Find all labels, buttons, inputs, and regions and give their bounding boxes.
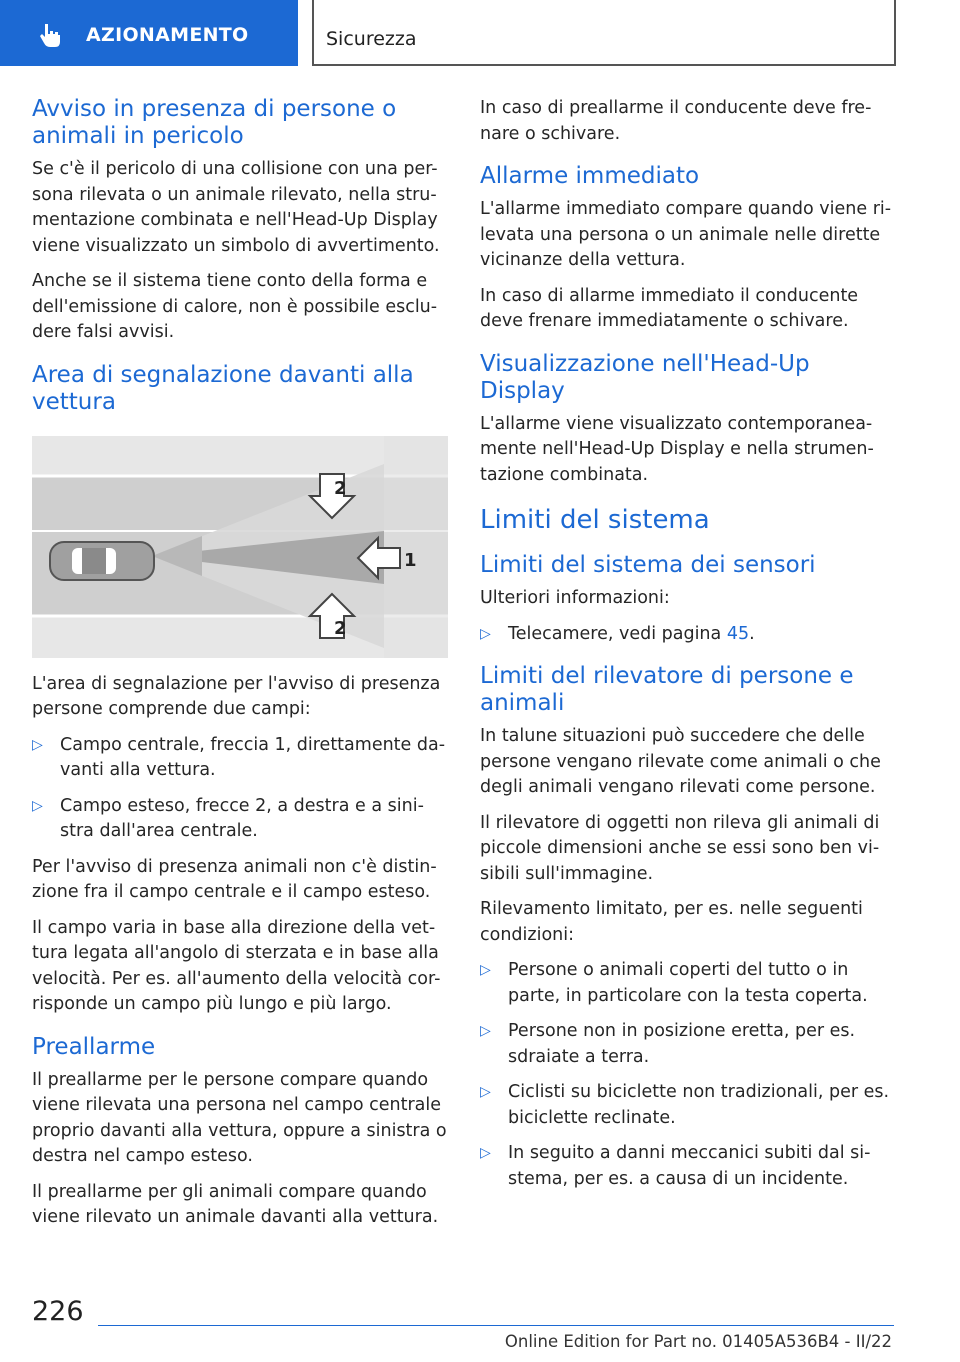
page-link[interactable]: 45: [726, 623, 750, 644]
footer-divider: [98, 1325, 894, 1326]
left-column: [32, 96, 448, 1241]
heading-avviso: Avviso in presenza di persone o animali in pericolo: [32, 96, 397, 149]
paragraph: Anche se il sistema tiene conto della forma e dell'emissione di calore, non è possibile esclu-dere falsi avvisi.: [32, 271, 438, 342]
paragraph: L'area di segnalazione per l'avviso di presenza persone comprende due campi:: [32, 673, 441, 719]
left-list: [32, 733, 448, 845]
list-item: ▷ Persone o animali coperti del tutto o in parte, in particolare con la testa coperta.: [480, 960, 868, 1006]
paragraph: L'allarme immediato compare quando viene ri-levata una persona o un animale nelle dirette vicinanze della vettura.: [480, 199, 892, 270]
section-title: Sicurezza: [326, 28, 417, 50]
bullet-icon: ▷: [480, 1084, 491, 1100]
bullet-icon: ▷: [480, 625, 491, 642]
heading-limiti: Limiti del sistema: [480, 505, 710, 535]
paragraph: Il campo varia in base alla direzione della vet-tura legata all'angolo di sterzata e in base alla velocità. Per es. all'aumento della velocità cor-risponde un campo più lungo e più largo.: [32, 917, 441, 1014]
right-list-2: [480, 958, 898, 1192]
paragraph: Il preallarme per le persone compare quando viene rilevata una persona nel campo centrale proprio davanti alla vettura, oppure a sinistra o destra nel campo esteso.: [32, 1069, 447, 1166]
hand-icon: [36, 20, 66, 50]
list-item: ▷ Persone non in posizione eretta, per es. sdraiate a terra.: [480, 1021, 856, 1067]
right-list-1: [480, 622, 898, 648]
edition-text: Online Edition for Part no. 01405A536B4 - II/22: [504, 1332, 892, 1351]
paragraph: In caso di allarme immediato il conducente deve frenare immediatamente o schivare.: [480, 285, 859, 331]
label-side-top: 2: [334, 477, 347, 499]
heading-area: Area di segnalazione davanti alla vettura: [32, 361, 414, 415]
paragraph: Rilevamento limitato, per es. nelle seguenti condizioni:: [480, 899, 863, 945]
paragraph: Per l'avviso di presenza animali non c'è distin-zione fra il campo centrale e il campo esteso.: [32, 856, 437, 902]
list-item: ▷ Telecamere, vedi pagina 45.: [480, 622, 898, 648]
list-item: ▷ Ciclisti su biciclette non tradizionali, per es. biciclette reclinate.: [480, 1082, 890, 1128]
heading-limiti-sensori: Limiti del sistema dei sensori: [480, 552, 816, 578]
paragraph: In caso di preallarme il conducente deve fre-nare o schivare.: [480, 98, 872, 144]
list-item: ▷ Campo centrale, freccia 1, direttamente da-vanti alla vettura.: [32, 734, 446, 780]
heading-hud: Visualizzazione nell'Head-Up Display: [480, 350, 810, 404]
list-item: ▷ Campo esteso, frecce 2, a destra e a sini-stra dall'area centrale.: [32, 795, 424, 841]
label-center: 1: [404, 549, 417, 571]
list-item: ▷ In seguito a danni meccanici subiti dal si-stema, per es. a causa di un incidente.: [480, 1143, 871, 1189]
heading-preallarme: Preallarme: [32, 1033, 156, 1060]
chapter-tab: [0, 0, 298, 66]
bullet-icon: ▷: [32, 736, 43, 753]
right-column: [480, 96, 898, 1202]
paragraph: In talune situazioni può succedere che delle persone vengano rilevate come animali o che degli animali vengano rilevati come persone.: [480, 726, 881, 797]
chapter-title: AZIONAMENTO: [86, 24, 249, 46]
paragraph: Il preallarme per gli animali compare quando viene rilevato un animale davanti alla vettura.: [32, 1181, 439, 1227]
detection-area-figure: [32, 436, 448, 658]
page-number: 226: [32, 1296, 84, 1327]
paragraph: L'allarme viene visualizzato contemporanea-mente nell'Head-Up Display e nella strumen-tazione combinata.: [480, 413, 874, 485]
bullet-icon: ▷: [32, 797, 43, 814]
label-side-bottom: 2: [334, 617, 347, 639]
paragraph: Ulteriori informazioni:: [480, 588, 670, 608]
bullet-icon: ▷: [480, 1145, 491, 1161]
heading-rilevatore: Limiti del rilevatore di persone e animali: [480, 663, 854, 716]
paragraph: Il rilevatore di oggetti non rileva gli animali di piccole dimensioni anche se essi sono ben vi-sibili sull'immagine.: [480, 812, 880, 884]
paragraph: Se c'è il pericolo di una collisione con una per-sona rilevata o un animale rilevato, nella stru-mentazione combinata e nell'Head-Up Display viene visualizzato un simbolo di avvertimento.: [32, 159, 440, 256]
car-icon: [50, 542, 154, 580]
heading-allarme: Allarme immediato: [480, 163, 700, 189]
section-tab: [312, 0, 896, 66]
bullet-icon: ▷: [480, 962, 491, 978]
bullet-icon: ▷: [480, 1023, 491, 1039]
